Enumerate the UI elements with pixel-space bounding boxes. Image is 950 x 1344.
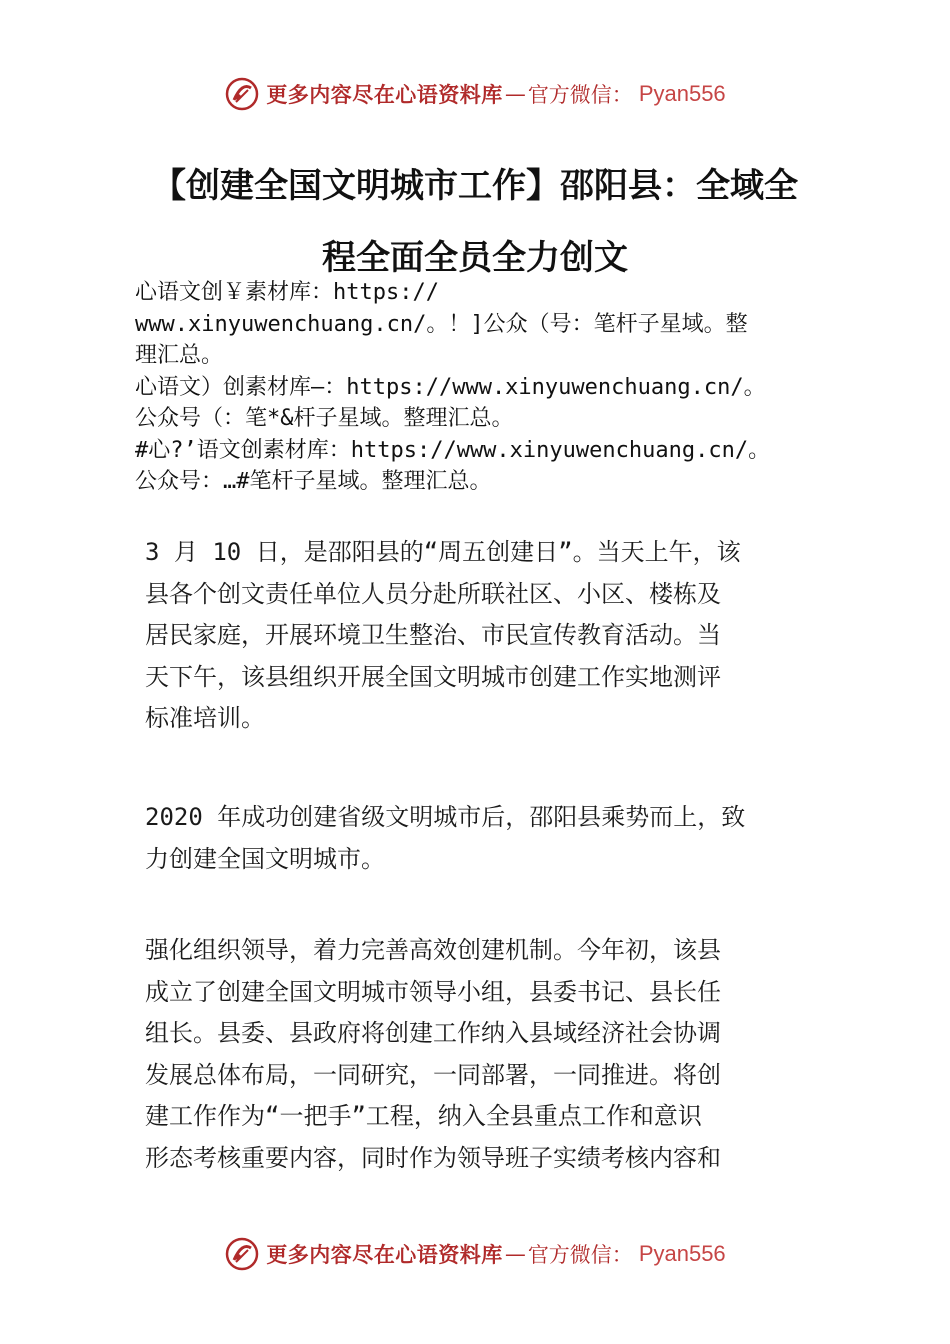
watermark-line: #心?’语文创素材库：https://www.xinyuwenchuang.cn/。 (135, 437, 771, 463)
footer-banner (0, 1230, 950, 1278)
banner-text: 更多内容尽在心语资料库 (266, 1243, 503, 1267)
paragraph-line: 3 月 10 日，是邵阳县的“周五创建日”。当天上午，该 (145, 538, 741, 566)
watermark-block (135, 277, 855, 498)
paragraph-line: 发展总体布局，一同研究，一同部署，一同推进。将创 (145, 1060, 721, 1089)
paragraph-line: 力创建全国文明城市。 (145, 844, 385, 873)
watermark-line: 心语文）创素材库—：https://www.xinyuwenchuang.cn/。 (135, 374, 766, 400)
paragraph-line: 标准培训。 (145, 704, 265, 732)
paragraph-line: 强化组织领导，着力完善高效创建机制。今年初，该县 (145, 936, 721, 964)
paragraph-line: 建工作作为“一把手”工程，纳入全县重点工作和意识 (145, 1102, 702, 1130)
brand-logo-icon (224, 76, 260, 112)
watermark-line: 公众号：…#笔杆子星域。整理汇总。 (135, 469, 492, 494)
banner-wechat-id: Pyan556 (638, 1241, 726, 1266)
paragraph-line: 成立了创建全国文明城市领导小组，县委书记、县长任 (145, 977, 721, 1006)
banner-dash: — (504, 82, 526, 106)
watermark-line: 理汇总。 (135, 343, 224, 368)
paragraph-line: 居民家庭，开展环境卫生整治、市民宣传教育活动。当 (145, 621, 721, 649)
paragraph-line: 形态考核重要内容，同时作为领导班子实绩考核内容和 (145, 1143, 721, 1172)
document-title (120, 150, 830, 294)
paragraph-line: 天下午，该县组织开展全国文明城市创建工作实地测评 (145, 662, 721, 691)
title-line: 程全面全员全力创文 (322, 238, 628, 278)
banner-wechat-label: 官方微信： (527, 83, 633, 107)
paragraph-line: 组长。县委、县政府将创建工作纳入县域经济社会协调 (145, 1019, 721, 1047)
paragraph-2 (145, 797, 810, 880)
paragraph-line: 2020 年成功创建省级文明城市后，邵阳县乘势而上，致 (145, 803, 746, 831)
banner-wechat-label: 官方微信： (527, 1243, 633, 1267)
paragraph-1 (145, 532, 810, 740)
banner-wechat-id: Pyan556 (638, 81, 726, 106)
brand-logo-icon (224, 1236, 260, 1272)
banner-dash: — (504, 1242, 526, 1266)
watermark-line: 心语文创￥素材库：https:// (135, 280, 439, 305)
paragraph-line: 县各个创文责任单位人员分赴所联社区、小区、楼栋及 (145, 579, 721, 608)
watermark-line: www.xinyuwenchuang.cn/。！]公众（号：笔杆子星域。整 (135, 311, 748, 337)
watermark-line: 公众号（：笔*&杆子星域。整理汇总。 (135, 406, 514, 431)
title-line: 【创建全国文明城市工作】邵阳县：全域全 (152, 166, 798, 206)
header-banner (0, 70, 950, 118)
banner-text: 更多内容尽在心语资料库 (266, 83, 503, 107)
paragraph-3 (145, 930, 810, 1179)
